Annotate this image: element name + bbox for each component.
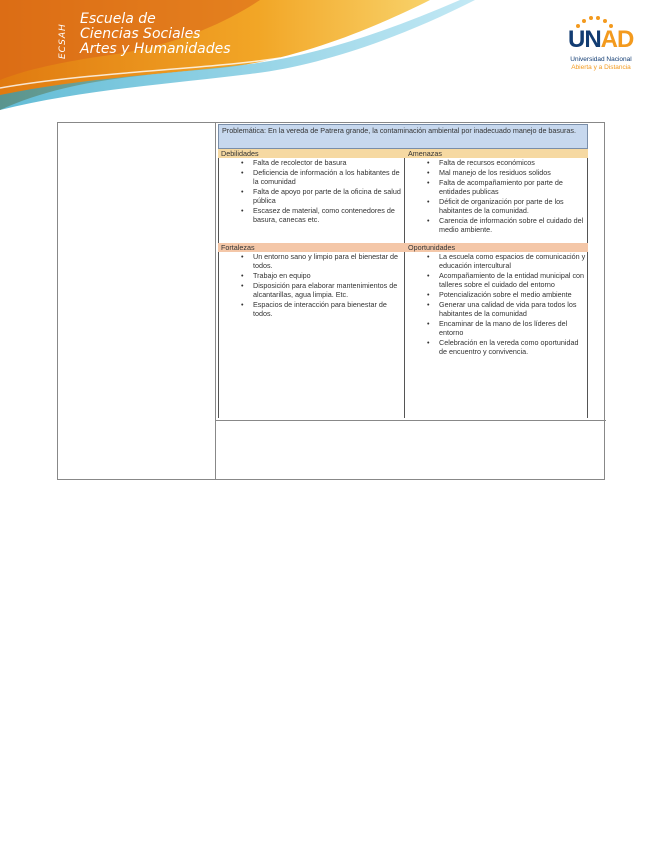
list-item: • Espacios de interacción para bienestar de todos.	[253, 300, 404, 318]
list-item: • Falta de recolector de basura	[253, 158, 404, 167]
oportunidades-cell	[405, 252, 588, 418]
list-item: • Falta de acompañamiento por parte de entidades publicas	[439, 178, 587, 196]
oportunidades-label: Oportunidades	[405, 243, 588, 252]
list-item: • Generar una calidad de vida para todos los habitantes de la comunidad	[439, 300, 587, 318]
unad-logo	[560, 14, 640, 86]
list-item: • Mal manejo de los residuos solidos	[439, 168, 587, 177]
list-item: • Acompañamiento de la entidad municipal con talleres sobre el cuidado del entorno	[439, 271, 587, 289]
amenazas-list	[405, 158, 587, 234]
list-item: • Falta de recursos económicos	[439, 158, 587, 167]
list-item: • Falta de apoyo por parte de la oficina de salud pública	[253, 187, 404, 205]
list-item: • Déficit de organización por parte de los habitantes de la comunidad.	[439, 197, 587, 215]
list-item: • Carencia de información sobre el cuidado del medio ambiente.	[439, 216, 587, 234]
oportunidades-list	[405, 252, 587, 356]
debilidades-label: Debilidades	[218, 149, 405, 158]
school-line-1: Escuela de	[80, 11, 156, 27]
fortalezas-list	[219, 252, 404, 318]
matrix-bottom-divider	[215, 420, 606, 421]
logo-wordmark: UNAD	[568, 26, 634, 53]
list-item: • Disposición para elaborar mantenimientos de alcantarillas, agua limpia. Etc.	[253, 281, 404, 299]
list-item: • Un entorno sano y limpio para el bienestar de todos.	[253, 252, 404, 270]
outer-table-left-cell	[58, 123, 216, 479]
list-item: • Deficiencia de información a los habitantes de la comunidad	[253, 168, 404, 186]
dofa-matrix	[218, 124, 588, 418]
amenazas-label: Amenazas	[405, 149, 588, 158]
school-line-2: Ciencias Sociales	[80, 26, 201, 42]
school-line-3: Artes y Humanidades	[80, 41, 231, 57]
list-item: • La escuela como espacios de comunicación y educación intercultural	[439, 252, 587, 270]
ecsah-vertical-label: ECSAH	[58, 23, 68, 59]
fortalezas-label: Fortalezas	[218, 243, 405, 252]
list-item: • Potencialización sobre el medio ambiente	[439, 290, 587, 299]
list-item: • Encaminar de la mano de los líderes del entorno	[439, 319, 587, 337]
amenazas-cell	[405, 158, 588, 243]
list-item: • Escasez de material, como contenedores de basura, canecas etc.	[253, 206, 404, 224]
debilidades-cell	[218, 158, 405, 243]
problem-statement: Problemática: En la vereda de Patrera grande, la contaminación ambiental por inadecuado manejo de basuras.	[218, 124, 588, 149]
list-item: • Celebración en la vereda como oportunidad de encuentro y convivencia.	[439, 338, 587, 356]
list-item: • Trabajo en equipo	[253, 271, 404, 280]
debilidades-list	[219, 158, 404, 224]
fortalezas-cell	[218, 252, 405, 418]
logo-subtitle: Universidad Nacional Abierta y a Distancia	[570, 56, 632, 71]
school-name	[80, 12, 231, 57]
